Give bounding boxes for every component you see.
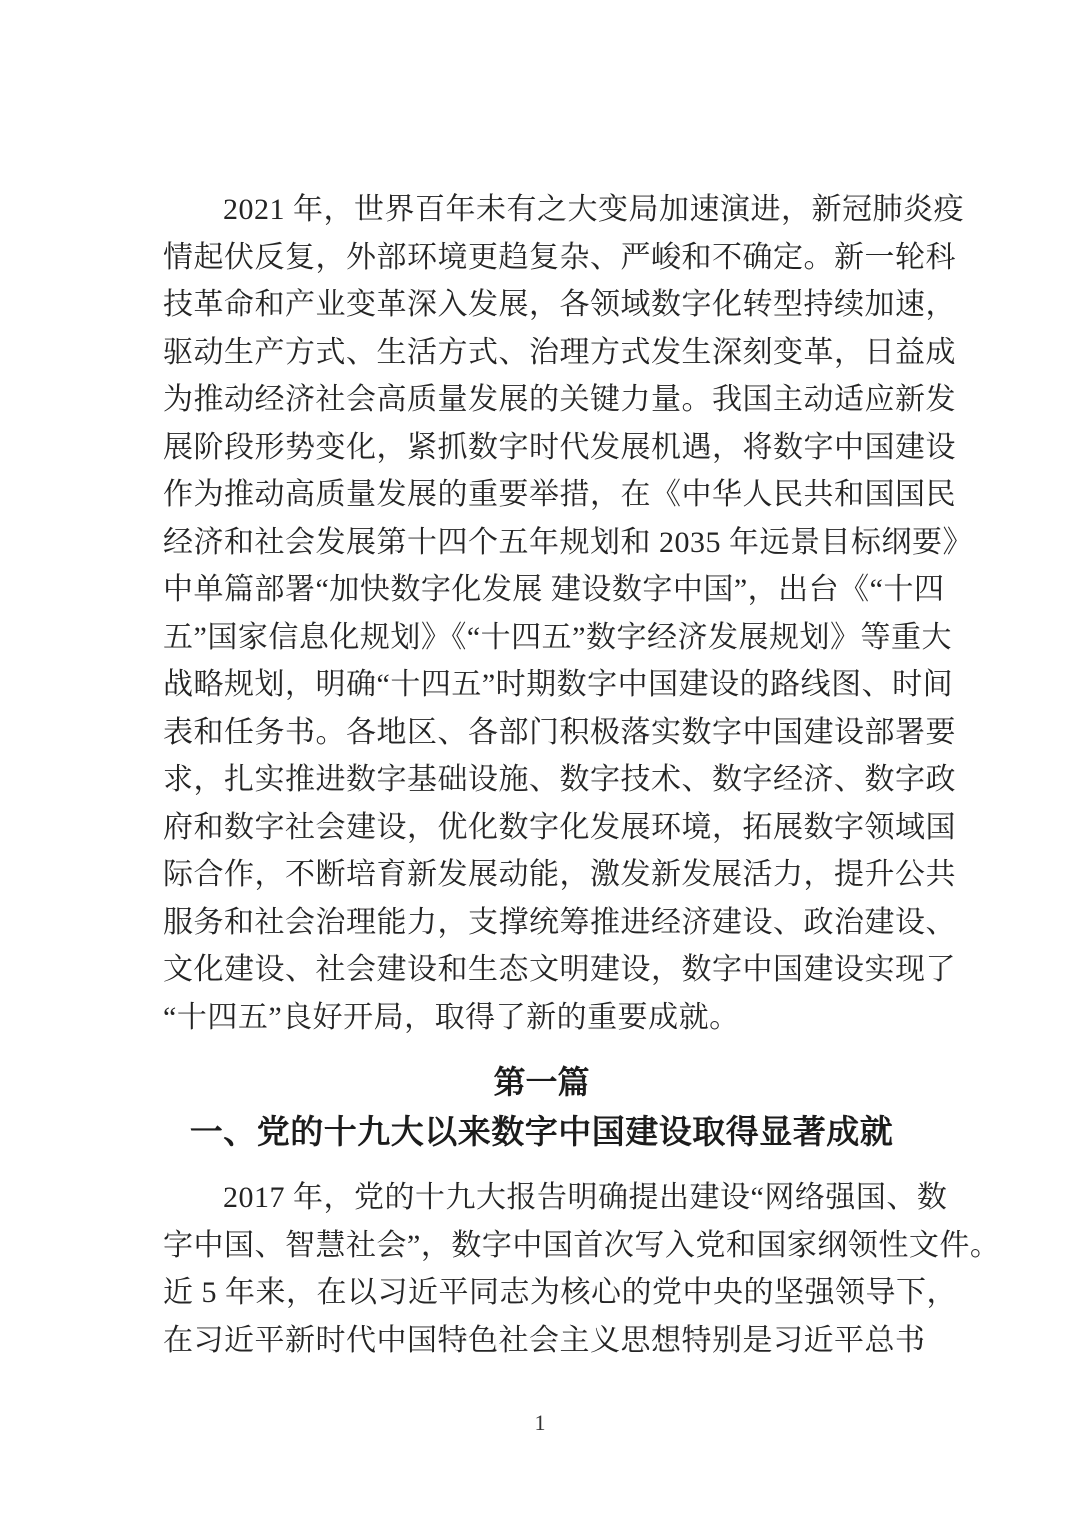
body-line: 府和数字社会建设，优化数字化发展环境，拓展数字领域国 xyxy=(163,810,956,844)
body-line: 近 5 年来，在以习近平同志为核心的党中央的坚强领导下， xyxy=(163,1276,957,1309)
body-line: 情起伏反复，外部环境更趋复杂、严峻和不确定。新一轮科 xyxy=(163,240,956,274)
body-line: 际合作，不断培育新发展动能，激发新发展活力，提升公共 xyxy=(163,858,956,891)
body-line: 作为推动高质量发展的重要举措，在《中华人民共和国国民 xyxy=(163,478,956,511)
page-number: 1 xyxy=(534,1410,546,1435)
part-title: 第一篇 xyxy=(493,1064,590,1100)
document-content xyxy=(163,186,1001,1364)
body-line: 表和任务书。各地区、各部门积极落实数字中国建设部署要 xyxy=(163,715,956,749)
body-line: 求，扎实推进数字基础设施、数字技术、数字经济、数字政 xyxy=(163,763,956,796)
body-line: 文化建设、社会建设和生态文明建设，数字中国建设实现了 xyxy=(163,953,956,986)
body-line: 2017 年，党的十九大报告明确提出建设“网络强国、数 xyxy=(223,1181,948,1214)
paragraph-2 xyxy=(163,1174,1001,1364)
body-line: 技革命和产业变革深入发展，各领域数字化转型持续加速， xyxy=(163,288,956,321)
body-line: 展阶段形势变化，紧抓数字时代发展机遇，将数字中国建设 xyxy=(163,430,956,464)
body-line: 2021 年，世界百年未有之大变局加速演进，新冠肺炎疫 xyxy=(223,193,964,226)
body-line: 战略规划，明确“十四五”时期数字中国建设的路线图、时间 xyxy=(163,668,954,701)
body-line: 经济和社会发展第十四个五年规划和 2035 年远景目标纲要》 xyxy=(163,525,973,559)
section-heading: 一、党的十九大以来数字中国建设取得显著成就 xyxy=(189,1113,894,1150)
body-line: “十四五”良好开局，取得了新的重要成就。 xyxy=(163,1000,740,1034)
body-line: 字中国、智慧社会”，数字中国首次写入党和国家纲领性文件。 xyxy=(163,1228,1001,1262)
paragraph-1 xyxy=(163,186,973,1041)
body-line: 在习近平新时代中国特色社会主义思想特别是习近平总书 xyxy=(163,1323,926,1357)
body-line: 五”国家信息化规划》《“十四五”数字经济发展规划》等重大 xyxy=(163,620,952,654)
body-line: 为推动经济社会高质量发展的关键力量。我国主动适应新发 xyxy=(163,383,956,416)
body-line: 服务和社会治理能力，支撑统筹推进经济建设、政治建设、 xyxy=(163,905,956,939)
body-line: 中单篇部署“加快数字化发展 建设数字中国”，出台《“十四 xyxy=(163,573,945,606)
body-line: 驱动生产方式、生活方式、治理方式发生深刻变革，日益成 xyxy=(163,335,956,369)
